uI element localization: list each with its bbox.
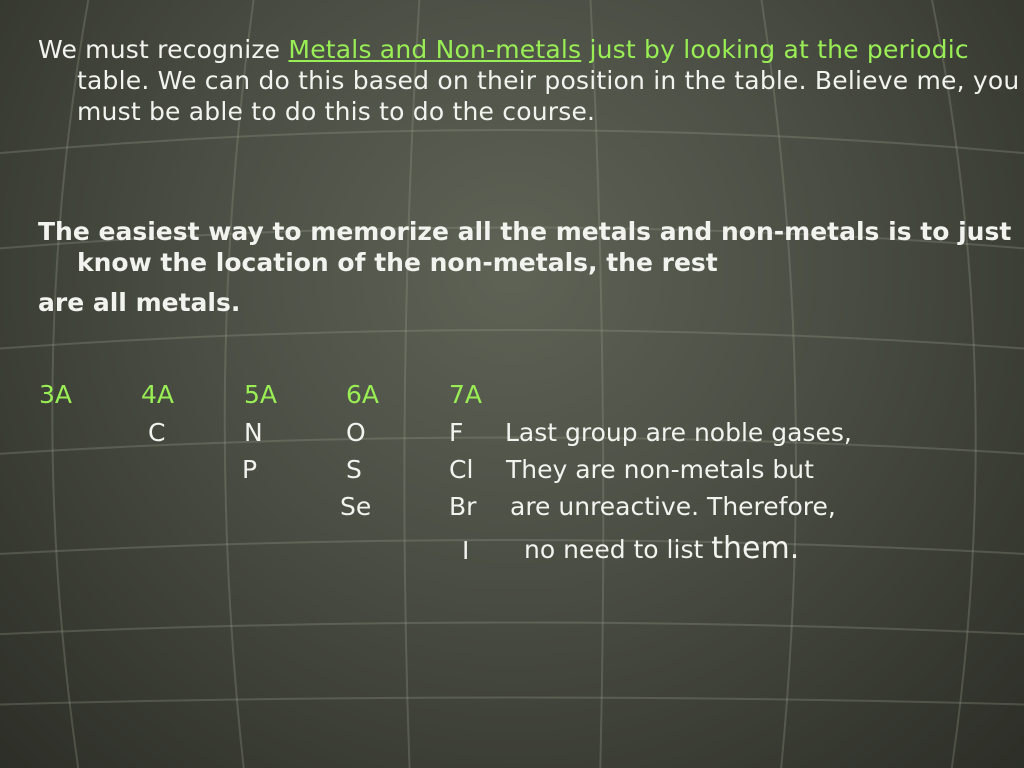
intro-highlight-text: just by looking at the periodic: [581, 35, 969, 64]
intro-text-end: table. We can do this based on their position in the table. Believe me, you must be able to do this to do the course.: [77, 66, 1020, 126]
note-line-1: Last group are noble gases,: [505, 418, 852, 447]
element-s: S: [346, 455, 362, 484]
memorize-text: The easiest way to memorize all the metals and non-metals is to just know the location of the non-metals, the rest: [38, 217, 1012, 277]
intro-paragraph: [38, 34, 1024, 127]
element-c: C: [148, 418, 166, 447]
element-se: Se: [340, 492, 372, 521]
note-line-3: are unreactive. Therefore,: [510, 492, 836, 521]
group-label-3a: 3A: [39, 380, 73, 409]
memorize-paragraph: [38, 216, 1024, 318]
element-i: I: [462, 536, 470, 565]
element-p: P: [242, 455, 258, 484]
element-f: F: [449, 418, 464, 447]
group-label-5a: 5A: [244, 380, 278, 409]
group-label-6a: 6A: [346, 380, 380, 409]
note-line-4: [524, 531, 799, 566]
element-br: Br: [449, 492, 477, 521]
intro-text-start: We must recognize: [38, 35, 289, 64]
element-n: N: [244, 418, 263, 447]
memorize-text-end: are all metals.: [38, 288, 241, 317]
note-line-4-emphasis: them.: [711, 531, 800, 566]
group-label-7a: 7A: [449, 380, 483, 409]
note-line-2: They are non-metals but: [506, 455, 814, 484]
element-o: O: [346, 418, 366, 447]
note-line-4-text: no need to list: [524, 535, 712, 564]
group-label-4a: 4A: [141, 380, 175, 409]
element-cl: Cl: [449, 455, 474, 484]
metals-nonmetals-link[interactable]: Metals and Non-metals: [288, 35, 582, 64]
